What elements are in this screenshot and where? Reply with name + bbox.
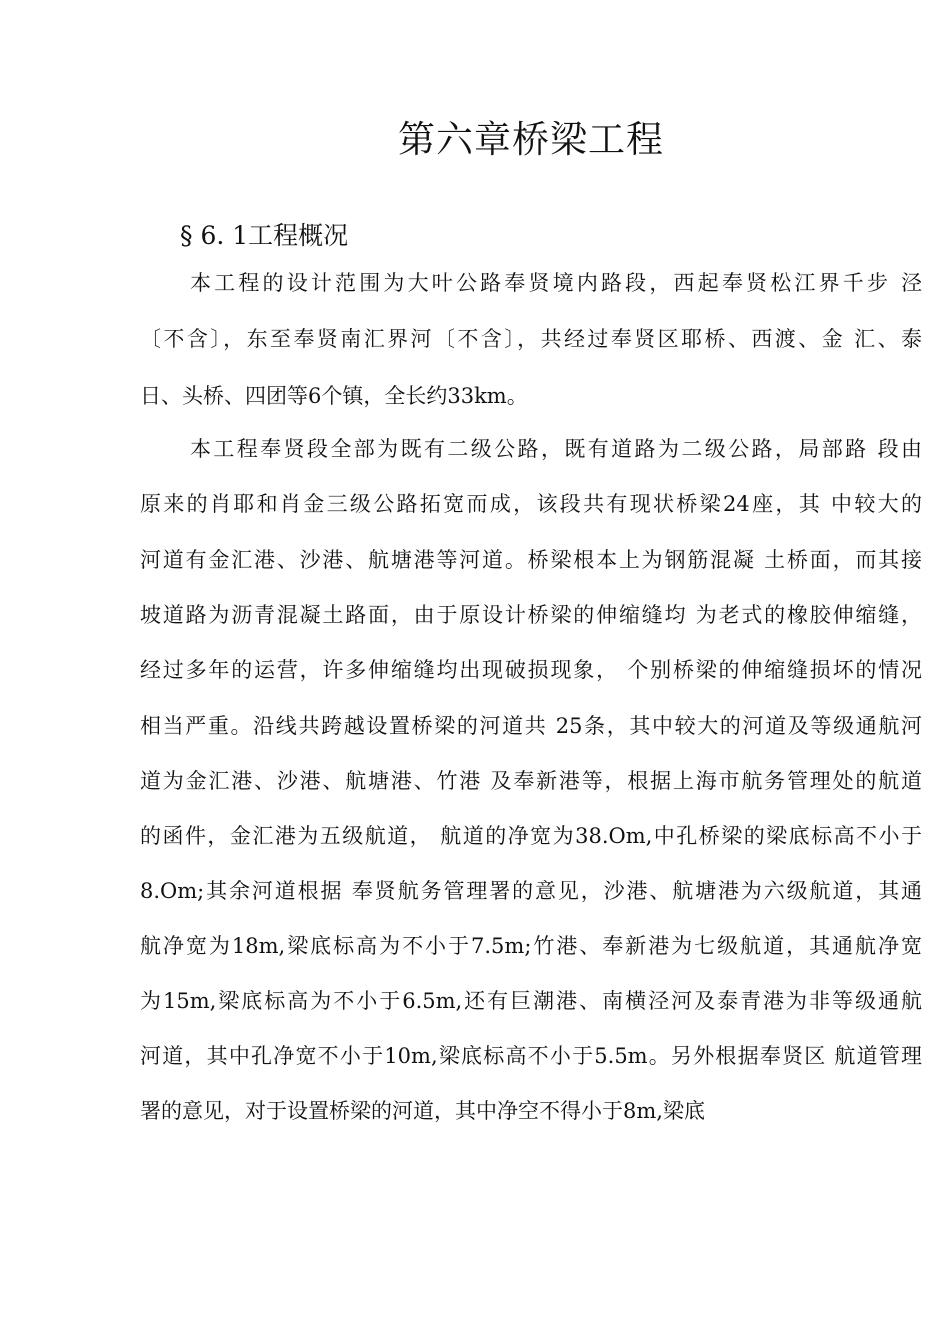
paragraph-line: 坡道路为沥青混凝土路面，由于原设计桥梁的伸缩缝均 为老式的橡胶伸缩缝，	[140, 603, 922, 627]
paragraph-line: 原来的肖耶和肖金三级公路拓宽而成，该段共有现状桥梁24座，其 中较大的	[140, 492, 922, 516]
paragraph-line: 航净宽为18m,梁底标高为不小于7.5m;竹港、奉新港为七级航道，其通航净宽	[140, 934, 922, 958]
section-heading: § 6. 1工程概况	[180, 221, 349, 250]
paragraph-line: 本工程的设计范围为大叶公路奉贤境内路段，西起奉贤松江界千步 泾	[190, 271, 922, 295]
paragraph-line: 的函件，金汇港为五级航道， 航道的净宽为38.Om,中孔桥梁的梁底标高不小于	[140, 824, 922, 848]
paragraph-line: 日、头桥、四团等6个镇，全长约33km。	[140, 384, 528, 408]
paragraph-line: 本工程奉贤段全部为既有二级公路，既有道路为二级公路，局部路 段由	[190, 437, 922, 461]
paragraph-line: 〔不含〕，东至奉贤南汇界河〔不含〕，共经过奉贤区耶桥、西渡、金 汇、泰	[140, 327, 922, 351]
paragraph-line: 相当严重。沿线共跨越设置桥梁的河道共 25条，其中较大的河道及等级通航河	[140, 714, 922, 738]
paragraph-line: 河道，其中孔净宽不小于10m,梁底标高不小于5.5m。另外根据奉贤区 航道管理	[140, 1044, 922, 1068]
paragraph-line: 河道有金汇港、沙港、航塘港等河道。桥梁根本上为钢筋混凝 土桥面，而其接	[140, 548, 922, 572]
paragraph-line: 署的意见，对于设置桥梁的河道，其中净空不得小于8m,梁底	[140, 1099, 705, 1123]
chapter-title: 第六章桥梁工程	[398, 118, 664, 161]
paragraph-line: 8.Om;其余河道根据 奉贤航务管理署的意见，沙港、航塘港为六级航道，其通	[140, 879, 922, 903]
paragraph-line: 为15m,梁底标高为不小于6.5m,还有巨潮港、南横泾河及泰青港为非等级通航	[140, 989, 922, 1013]
paragraph-line: 道为金汇港、沙港、航塘港、竹港 及奉新港等，根据上海市航务管理处的航道	[140, 769, 922, 793]
paragraph-line: 经过多年的运营，许多伸缩缝均出现破损现象， 个别桥梁的伸缩缝损坏的情况	[140, 658, 922, 682]
